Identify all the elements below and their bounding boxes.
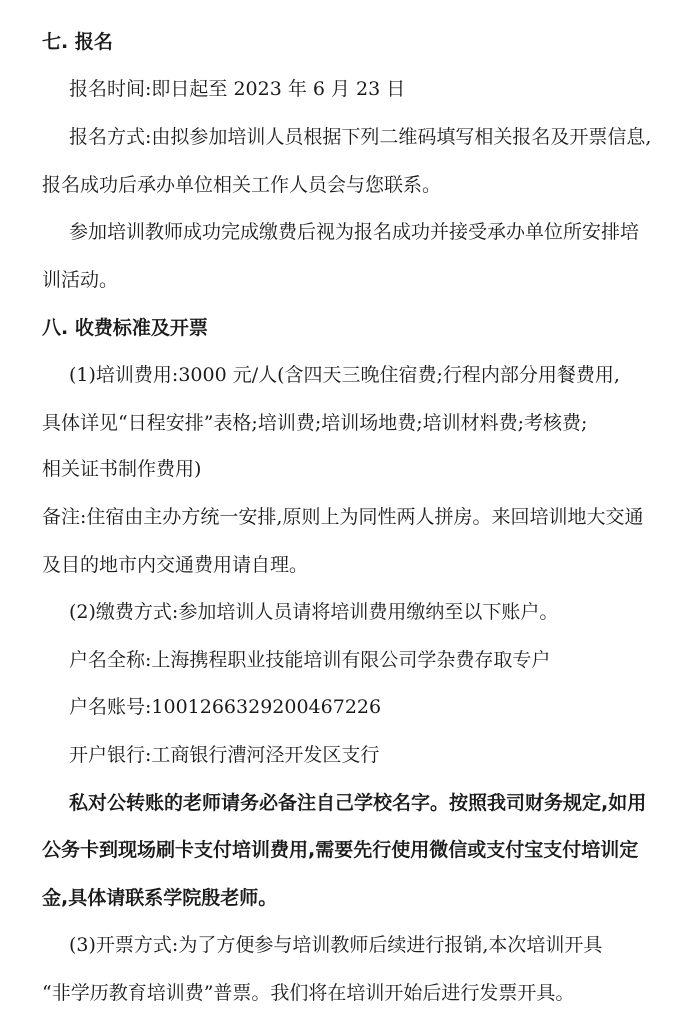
registration-confirm-line-1: 参加培训教师成功完成缴费后视为报名成功并接受承办单位所安排培 [69, 221, 640, 243]
bold-notice-line-1: 私对公转账的老师请务必备注自己学校名字。按照我司财务规定,如用 [69, 792, 647, 814]
section-8-heading: 八. 收费标准及开票 [42, 317, 208, 339]
registration-confirm-line-2: 训活动。 [42, 269, 119, 291]
section-7-heading: 七. 报名 [42, 31, 113, 53]
invoice-line-1: (3)开票方式:为了方便参与培训教师后续进行报销,本次培训开具 [69, 934, 603, 956]
invoice-line-2: “非学历教育培训费”普票。我们将在培训开始后进行发票开具。 [42, 982, 575, 1004]
payment-method: (2)缴费方式:参加培训人员请将培训费用缴纳至以下账户。 [69, 601, 559, 623]
note-line-2: 及目的地市内交通费用请自理。 [42, 554, 309, 576]
account-number: 户名账号:1001266329200467226 [69, 696, 382, 718]
bold-notice-line-2: 公务卡到现场刷卡支付培训费用,需要先行使用微信或支付宝支付培训定 [42, 839, 639, 861]
registration-time: 报名时间:即日起至 2023 年 6 月 23 日 [69, 78, 406, 100]
registration-method-line-1: 报名方式:由拟参加培训人员根据下列二维码填写相关报名及开票信息, [69, 126, 652, 148]
bank-name: 开户银行:工商银行漕河泾开发区支行 [69, 744, 380, 766]
bold-notice-line-3: 金,具体请联系学院殷老师。 [42, 887, 278, 909]
account-name: 户名全称:上海携程职业技能培训有限公司学杂费存取专户 [69, 649, 551, 671]
note-line-1: 备注:住宿由主办方统一安排,原则上为同性两人拼房。来回培训地大交通 [42, 506, 644, 528]
registration-method-line-2: 报名成功后承办单位相关工作人员会与您联系。 [42, 174, 442, 196]
fee-line-3: 相关证书制作费用) [42, 458, 202, 480]
fee-line-2: 具体详见“日程安排”表格;培训费;培训场地费;培训材料费;考核费; [42, 412, 588, 434]
fee-line-1: (1)培训费用:3000 元/人(含四天三晚住宿费;行程内部分用餐费用, [69, 364, 620, 386]
